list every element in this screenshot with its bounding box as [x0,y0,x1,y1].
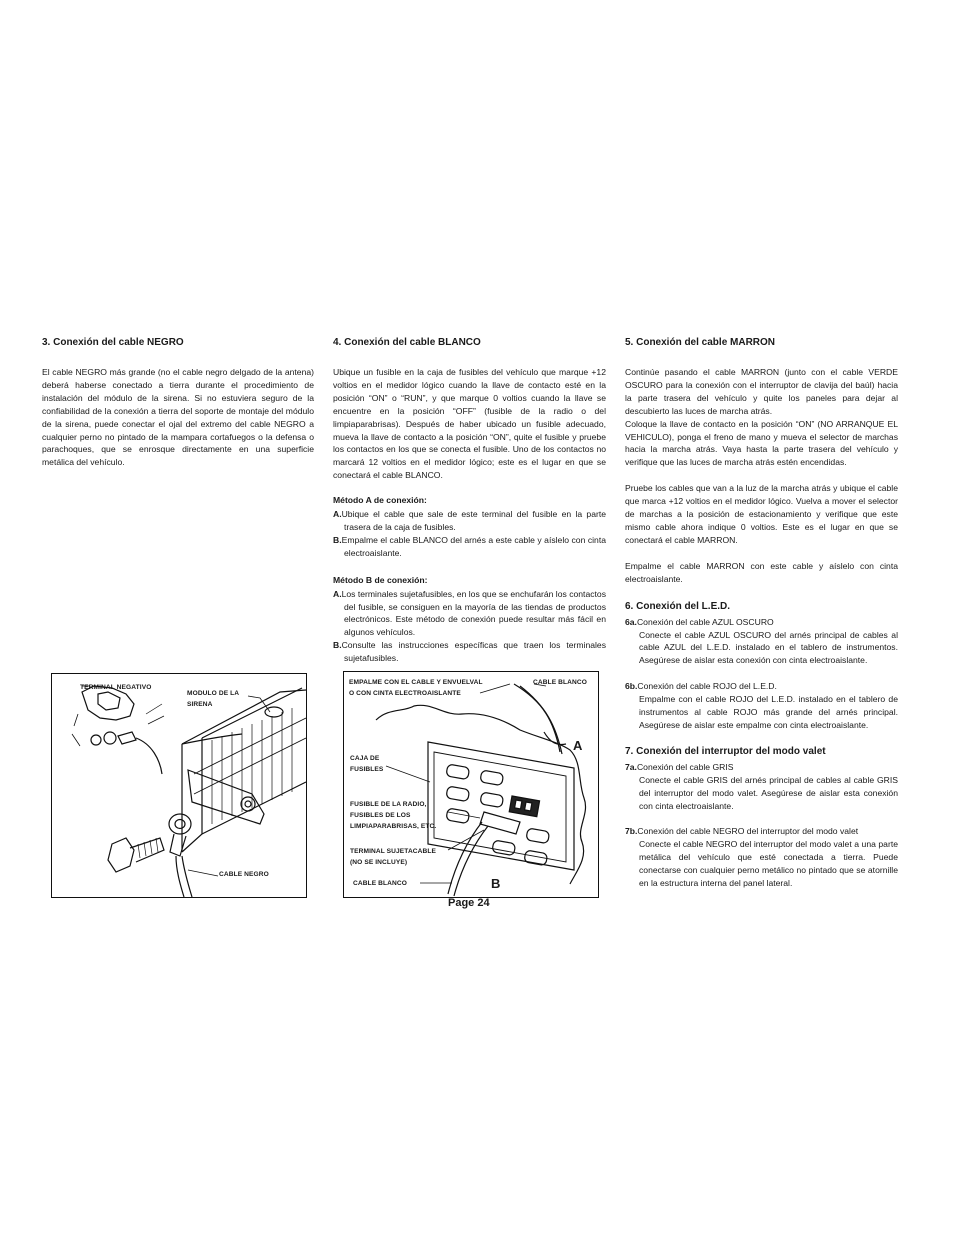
led-6a-text: Conecte el cable AZUL OSCURO del arnés principal de cables al cable AZUL del L.E.D. instalado en el tablero de instrumentos. Asegúrese de aislar esta conexión con cinta electroaislante. [639,629,898,666]
led-6a-label: 6a.Conexión del cable AZUL OSCURO [625,616,774,627]
valet-7b-text: Conecte el cable NEGRO del interruptor del modo valet a una parte metálica del vehículo que esté conectada a tierra. Puede conectarse con cualquier perno metálico no pintado que se atornille en la estructura interna del panel lateral. [639,839,898,889]
label-fusible-1: FUSIBLE DE LA RADIO, [350,801,427,808]
method-a-title: Método A de conexión: [333,495,427,506]
brown-cable-p4: Empalme el cable MARRON con este cable y aíslelo con cinta electroaislante. [625,560,898,584]
label-empalme-1: EMPALME CON EL CABLE Y ENVUELVAL [349,679,483,686]
page-number: Page 24 [448,897,490,909]
label-terminal-sujetacable-2: (NO SE INCLUYE) [350,859,408,866]
label-terminal-negativo: TERMINAL NEGATIVO [80,684,152,691]
brown-cable-p1: Continúe pasando el cable MARRON (junto con el cable VERDE OSCURO para la conexión con el interruptor de clavija del baúl) hacia la parte trasera del vehículo y quite los paneles para dejar al descubierto las luces de marcha atrás. [625,367,898,416]
section-brown-cable [625,336,898,890]
label-empalme-2: O CON CINTA ELECTROAISLANTE [349,690,461,697]
method-b-item: A.Los terminales sujetafusibles, en los que se enchufarán los contactos del fusible, se consiguen en la mayoría de las tiendas de productos electrónicos. Este método de conexión puede resultar más fácil en algunos vehículos. [333,588,606,638]
heading-valet: 7. Conexión del interruptor del modo valet [625,745,826,757]
label-modulo-sirena-1: MODULO DE LA [187,690,240,697]
brown-cable-p3: Pruebe los cables que van a la luz de la marcha atrás y ubique el cable que marca +12 voltios en el medidor lógico. Vuelva a mover el selector de marchas a la posición de estacionamiento y verifique que este mismo cable ahora indique 0 voltios. Este es el lugar en que se conectará el cable MARRON. [625,483,898,545]
led-6b-text: Empalme con el cable ROJO del L.E.D. instalado en el tablero de instrumentos al cable ROJO más grande del arnés principal. Asegúrese de aislar este empalme con cinta electroaislante. [639,694,898,730]
black-cable-text: El cable NEGRO más grande (no el cable negro delgado de la antena) deberá haberse conectado a tierra durante el procedimiento de instalación del módulo de la sirena. Si no estuviera seguro de la confiabilidad de la conexión a tierra del soporte de montaje del módulo de la sirena, puede conectar el ojal del extremo del cable NEGRO a cualquier perno no pintado de la mampara cortafuegos o la defensa o parachoques, que se enrosque directamente en una superficie metálica del vehículo. [42,367,314,468]
heading-led: 6. Conexión del L.E.D. [625,600,731,612]
label-caja-fusibles-2: FUSIBLES [350,766,384,773]
valet-7b-label: 7b.Conexión del cable NEGRO del interruptor del modo valet [625,826,859,837]
heading-black-cable: 3. Conexión del cable NEGRO [42,337,184,348]
label-cable-blanco-top: CABLE BLANCO [533,679,587,686]
section-black-cable [42,336,314,469]
siren-module-drawing [52,674,306,897]
marker-b: B [491,876,501,891]
method-b-item: B.Consulte las instrucciones específicas que traen los terminales sujetafusibles. [333,640,606,664]
led-6b-label: 6b.Conexión del cable ROJO del L.E.D. [625,681,777,692]
label-cable-blanco-bottom: CABLE BLANCO [353,880,407,887]
brown-cable-p2: Coloque la llave de contacto en la posición “ON” (NO ARRANQUE EL VEHICULO), ponga el freno de mano y mueva el selector de marchas hacia la marcha atrás. Vaya hasta la parte trasera del vehículo y verifique que las luces de marcha atrás estén encendidas. [625,418,898,468]
method-b-title: Método B de conexión: [333,574,428,585]
valet-7a-label: 7a.Conexión del cable GRIS [625,761,734,772]
method-a-item: A.Ubique el cable que sale de este terminal del fusible en la parte trasera de la caja de fusibles. [333,509,606,532]
label-cable-negro: CABLE NEGRO [219,871,269,878]
figure-siren-module-ground [51,673,307,898]
marker-a: A [573,738,583,753]
figure-fuse-box [343,671,599,898]
label-modulo-sirena-2: SIRENA [187,701,213,708]
method-a-item: B.Empalme el cable BLANCO del arnés a este cable y aíslelo con cinta electroaislante. [333,534,606,558]
label-terminal-sujetacable-1: TERMINAL SUJETACABLE [350,848,437,855]
label-fusible-2: FUSIBLES DE LOS [350,812,411,819]
label-fusible-3: LIMPIAPARABRISAS, ETC. [350,823,437,830]
heading-brown-cable: 5. Conexión del cable MARRON [625,337,776,348]
heading-white-cable: 4. Conexión del cable BLANCO [333,337,481,348]
section-white-cable [333,336,606,665]
label-caja-fusibles-1: CAJA DE [350,755,380,762]
valet-7a-text: Conecte el cable GRIS del arnés principal de cables al cable GRIS del interruptor del modo valet. Asegúrese de aislar esta conexión con cinta electroaislante. [639,774,898,811]
white-cable-text: Ubique un fusible en la caja de fusibles del vehículo que marque +12 voltios en el medidor lógico cuando la llave de contacto esté en la posición “ON” o “RUN”, y que marque 0 voltios cuando la llave se encuentre en la posición “OFF” (fusible de la radio o del limpiaparabrisas). Después de haber ubicado un fusible adecuado, mueva la llave de contacto a la posición “ON”, quite el fusible y pruebe los contactos en los que se conecta el fusible. Uno de los contactos no marcará 12 voltios en el medidor lógico; este es el lugar en que se conectará el cable BLANCO. [333,367,606,481]
